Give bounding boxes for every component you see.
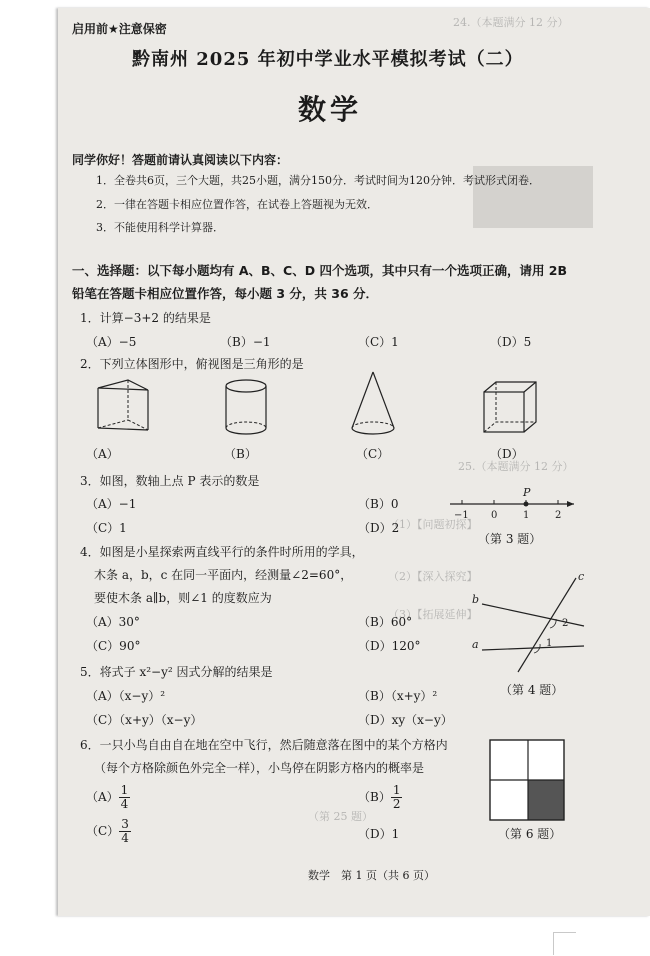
q1-stem: 1．计算−3+2 的结果是: [80, 311, 211, 325]
q2-option-b: （B）: [224, 447, 257, 461]
denominator: 2: [392, 797, 401, 812]
q4-option-a: （A）30°: [86, 615, 140, 629]
cube-figure: [482, 380, 540, 438]
next-page-corner: [553, 932, 576, 955]
tick-label: −1: [454, 510, 469, 521]
q6-option-b: [358, 784, 402, 811]
show-through-text: （第 25 题）: [308, 810, 373, 823]
show-through-text: （1）【问题初探】: [388, 518, 478, 531]
confidential-label: 启用前★注意保密: [72, 22, 167, 36]
q3-caption: （第 3 题）: [478, 532, 542, 546]
line-label-a: a: [472, 638, 479, 651]
show-through-text: （2）【深入探究】: [388, 570, 478, 583]
q6-stem: 6．一只小鸟自由自在地在空中飞行，然后随意落在图中的某个方格内: [80, 738, 448, 752]
q3-option-c: （C）1: [86, 521, 127, 535]
q1-option-a: （A）−5: [86, 335, 137, 349]
show-through-text: （3）【拓展延伸】: [388, 608, 478, 621]
q6-stem-line2: （每个方格除颜色外完全一样），小鸟停在阴影方格内的概率是: [94, 761, 425, 775]
tick-label: 1: [523, 510, 530, 521]
number-line-figure: [450, 486, 580, 526]
section-heading-cont: 铅笔在答题卡相应位置作答，每小题 3 分，共 36 分．: [72, 286, 379, 301]
q4-stem-line2: 木条 a，b，c 在同一平面内，经测量∠2=60°，: [94, 568, 353, 582]
q1-option-c: （C）1: [358, 335, 399, 349]
line-label-b: b: [472, 593, 480, 606]
option-label: （A）: [86, 790, 119, 805]
q3-option-d: （D）2: [358, 521, 400, 535]
notice-item: 3．不能使用科学计算器．: [96, 221, 224, 234]
q1-option-d: （D）5: [490, 335, 532, 349]
q4-option-d: （D）120°: [358, 639, 421, 653]
q3-option-a: （A）−1: [86, 497, 137, 511]
q4-option-c: （C）90°: [86, 639, 141, 653]
q2-option-d: （D）: [490, 447, 524, 461]
exam-paper: [58, 8, 650, 916]
tick-label: 0: [491, 510, 498, 521]
denominator: 4: [121, 831, 129, 846]
q4-stem: 4．如图是小星探索两直线平行的条件时所用的学具，: [80, 545, 364, 559]
notice-item: 2．一律在答题卡相应位置作答，在试卷上答题视为无效．: [96, 198, 378, 211]
show-through-text: 25.（本题满分 12 分）: [458, 460, 574, 473]
parallel-lines-figure: [468, 568, 588, 678]
q5-option-a: （A）（x−y）²: [86, 689, 166, 703]
q2-stem: 2．下列立体图形中，俯视图是三角形的是: [80, 357, 304, 371]
fraction: [391, 784, 403, 811]
subject-title: 数学: [298, 93, 363, 126]
tick-label: 2: [555, 510, 562, 521]
q4-stem-line3: 要使木条 a∥b，则∠1 的度数应为: [94, 591, 272, 605]
exam-title: 黔南州 2025 年初中学业水平模拟考试（二）: [132, 49, 524, 70]
notice-item: 1．全卷共6页，三个大题，共25小题，满分150分．考试时间为120分钟．考试形式闭卷．: [96, 174, 540, 187]
line-label-c: c: [578, 570, 585, 583]
q5-option-b: （B）（x+y）²: [358, 689, 438, 703]
option-label: （C）: [86, 824, 120, 839]
grid-figure: [488, 738, 568, 822]
numerator: 1: [392, 783, 401, 797]
q2-option-c: （C）: [356, 447, 390, 461]
cone-figure: [348, 370, 398, 440]
numerator: 3: [121, 817, 129, 831]
q6-option-d: （D）1: [358, 827, 400, 841]
q1-option-b: （B）−1: [220, 335, 271, 349]
numerator: 1: [120, 783, 129, 797]
angle-label-1: 1: [546, 638, 553, 649]
denominator: 4: [120, 797, 129, 812]
show-through-text: 24.（本题满分 12 分）: [453, 16, 569, 29]
fraction: [119, 784, 131, 811]
shaded-cell: [528, 780, 564, 820]
q3-option-b: （B）0: [358, 497, 399, 511]
q3-stem: 3．如图，数轴上点 P 表示的数是: [80, 474, 260, 488]
q4-option-b: （B）60°: [358, 615, 413, 629]
triangular-prism-figure: [94, 376, 154, 438]
point-label: P: [523, 486, 531, 499]
fraction: [119, 818, 131, 845]
cylinder-figure: [222, 378, 272, 438]
q4-caption: （第 4 题）: [500, 683, 564, 697]
notice-heading: 同学你好！答题前请认真阅读以下内容：: [72, 153, 289, 167]
q5-option-c: （C）（x+y）（x−y）: [86, 713, 203, 727]
q5-stem: 5．将式子 x²−y² 因式分解的结果是: [80, 665, 273, 679]
q2-option-a: （A）: [86, 447, 119, 461]
q5-option-d: （D）xy（x−y）: [358, 713, 453, 727]
section-heading: 一、选择题：以下每小题均有 A、B、C、D 四个选项，其中只有一个选项正确，请用 2B: [72, 263, 568, 278]
page-footer: 数学 第 1 页（共 6 页）: [308, 869, 435, 882]
q6-caption: （第 6 题）: [498, 827, 562, 841]
q6-option-c: [86, 818, 131, 845]
q6-option-a: [86, 784, 130, 811]
angle-label-2: 2: [562, 618, 569, 629]
option-label: （B）: [358, 790, 391, 805]
